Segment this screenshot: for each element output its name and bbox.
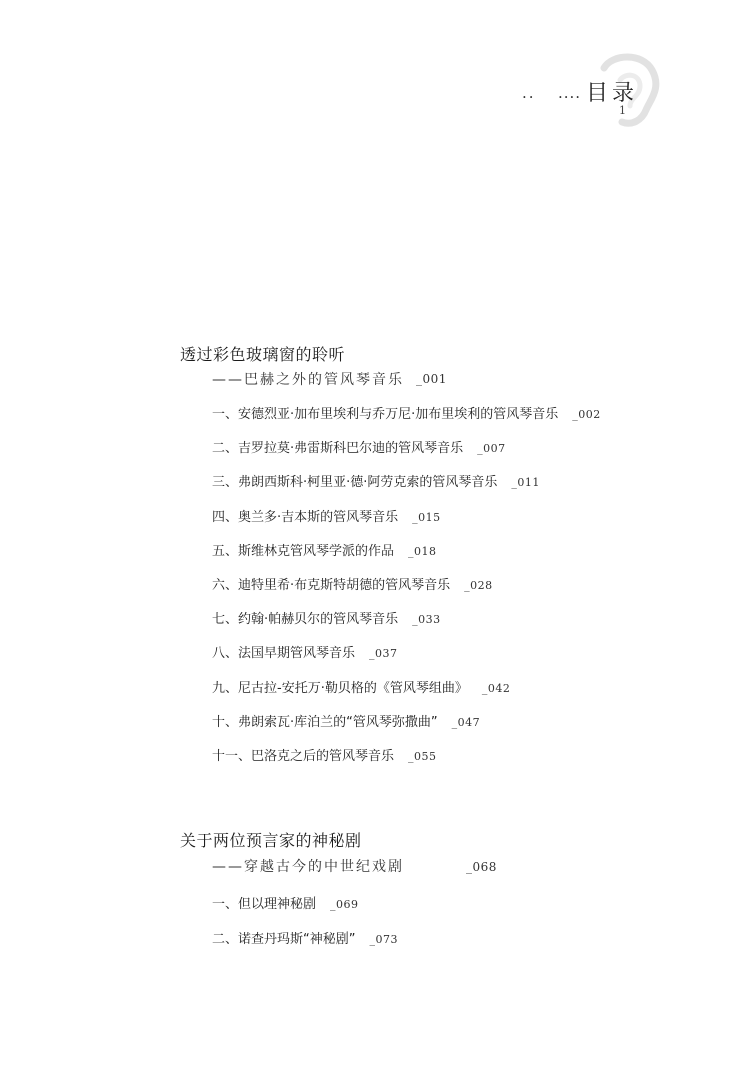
toc-entry-label: 四、奥兰多·吉本斯的管风琴音乐 — [212, 510, 399, 525]
toc-entry-page: _028 — [464, 579, 493, 592]
toc-entry-label: 五、斯维林克管风琴学派的作品 — [212, 544, 395, 559]
toc-entry[interactable] — [212, 711, 480, 730]
toc-entry-label: 九、尼古拉-安托万·勒贝格的《管风琴组曲》 — [212, 681, 468, 696]
toc-entry[interactable] — [212, 893, 359, 912]
toc-entry[interactable] — [212, 471, 540, 490]
section-title: 关于两位预言家的神秘剧 — [180, 831, 362, 850]
toc-entry-label: 八、法国早期管风琴音乐 — [212, 646, 356, 661]
toc-entry[interactable] — [212, 677, 510, 696]
section-subtitle-page: _068 — [466, 860, 497, 874]
toc-entry-label: 一、但以理神秘剧 — [212, 897, 317, 912]
toc-entry-page: _073 — [369, 933, 398, 946]
toc-entry[interactable] — [212, 928, 398, 947]
section-subtitle-page: _001 — [416, 372, 447, 386]
toc-entry-label: 十一、巴洛克之后的管风琴音乐 — [212, 749, 395, 764]
page-title: 目录 — [586, 81, 639, 106]
toc-entry-page: _069 — [330, 898, 359, 911]
section-subtitle: ——穿越古今的中世纪戏剧 — [212, 859, 404, 875]
toc-entry-label: 七、约翰·帕赫贝尔的管风琴音乐 — [212, 612, 399, 627]
toc-entry[interactable] — [212, 574, 493, 593]
toc-entry-label: 三、弗朗西斯科·柯里亚·德·阿劳克索的管风琴音乐 — [212, 475, 498, 490]
header-dots-left: .. — [522, 84, 536, 102]
toc-entry-page: _015 — [412, 511, 441, 524]
toc-entry-page: _047 — [451, 716, 481, 729]
section-subtitle: ——巴赫之外的管风琴音乐 — [212, 372, 404, 388]
toc-entry-page: _055 — [408, 750, 437, 763]
toc-entry-page: _002 — [572, 408, 601, 421]
toc-entry-label: 一、安德烈亚·加布里埃利与乔万尼·加布里埃利的管风琴音乐 — [212, 407, 559, 422]
toc-entry[interactable] — [212, 540, 437, 559]
toc-entry-page: _042 — [481, 682, 511, 695]
toc-entry-page: _011 — [511, 476, 540, 489]
toc-entry-page: _018 — [408, 545, 437, 558]
toc-entry[interactable] — [212, 745, 437, 764]
toc-entry-label: 二、诺查丹玛斯“神秘剧” — [212, 932, 356, 947]
toc-entry-page: _037 — [369, 647, 398, 660]
toc-entry-label: 六、迪特里希·布克斯特胡德的管风琴音乐 — [212, 578, 451, 593]
toc-entry-label: 十、弗朗索瓦·库泊兰的“管风琴弥撒曲” — [212, 715, 438, 730]
toc-entry[interactable] — [212, 437, 506, 456]
header-dots-right: .... — [558, 84, 582, 102]
toc-entry[interactable] — [212, 506, 441, 525]
toc-entry-page: _007 — [477, 442, 506, 455]
toc-entry[interactable] — [212, 403, 601, 422]
toc-entry-label: 二、吉罗拉莫·弗雷斯科巴尔迪的管风琴音乐 — [212, 441, 464, 456]
section-title: 透过彩色玻璃窗的聆听 — [180, 345, 346, 364]
page-number: 1 — [619, 104, 626, 117]
toc-entry-page: _033 — [412, 613, 441, 626]
toc-entry[interactable] — [212, 642, 398, 661]
toc-entry[interactable] — [212, 608, 441, 627]
